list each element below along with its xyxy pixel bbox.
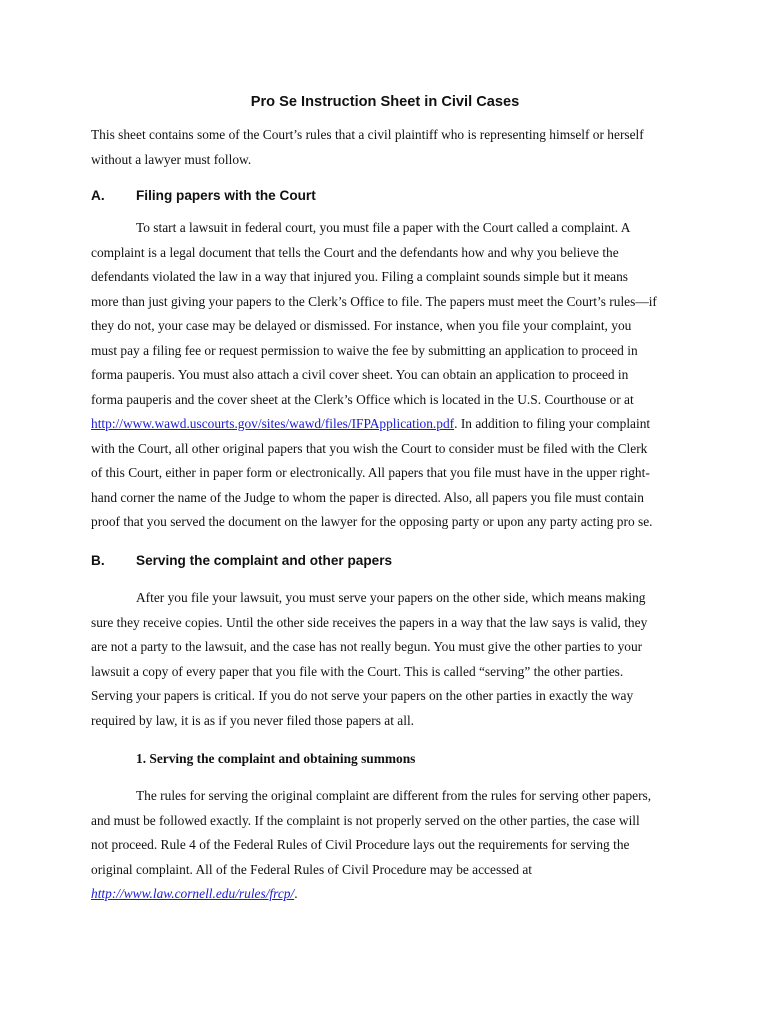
subsection-1-link-line [91,882,681,907]
section-b-title: Serving the complaint and other papers [136,553,393,568]
section-a-line: proof that you served the document on the lawyer for the opposing party or upon any party acting pro se. [91,514,653,529]
link-trailing-text: . In addition to filing your complaint [454,416,651,431]
intro-paragraph [91,123,681,172]
section-a-line: forma pauperis. You must also attach a civil cover sheet. You can obtain an application to proceed in [91,367,629,382]
section-a-line: To start a lawsuit in federal court, you must file a paper with the Court called a complaint. A [136,220,631,235]
page-title: Pro Se Instruction Sheet in Civil Cases [250,94,520,110]
intro-line: This sheet contains some of the Court’s rules that a civil plaintiff who is representing himself or herself [91,127,644,142]
section-a-line: with the Court, all other original papers that you wish the Court to consider must be filed with the Clerk [91,440,648,456]
section-a-line: of this Court, either in paper form or electronically. All papers that you file must have in the upper right- [91,465,650,480]
section-b-paragraph [91,586,681,733]
cornell-frcp-link[interactable]: http://www.law.cornell.edu/rules/frcp/ [91,886,295,901]
subsection-1-line: original complaint. All of the Federal Rules of Civil Procedure may be accessed at [91,861,533,877]
subsection-1-paragraph [91,784,681,907]
section-a-heading [91,187,681,205]
section-a-line: defendants violated the law in a way that injured you. Filing a complaint sounds simple but it means [91,269,629,284]
section-a-line: complaint is a legal document that tells the Court and the defendants how and why you believe the [91,244,619,260]
section-b-letter: B. [91,553,105,568]
ifp-application-link[interactable]: http://www.wawd.uscourts.gov/sites/wawd/files/IFPApplication.pdf [91,416,455,431]
section-a-letter: A. [91,188,105,203]
subsection-1-line: not proceed. Rule 4 of the Federal Rules of Civil Procedure lays out the requirements for serving the [91,837,630,852]
section-b-line: After you file your lawsuit, you must serve your papers on the other side, which means making [136,590,646,605]
subsection-1-line: The rules for serving the original complaint are different from the rules for serving other papers, [136,788,652,803]
section-b-line: Serving your papers is critical. If you do not serve your papers on the other parties in exactly the way [91,688,634,703]
section-b-line: lawsuit a copy of every paper that you file with the Court. This is called “serving” the other parties. [91,663,624,679]
link-trailing-text: . [294,886,298,901]
section-a-paragraph [91,216,681,535]
section-a-line: hand corner the name of the Judge to whom the paper is directed. Also, all papers you file must contain [91,489,644,505]
subsection-1-heading: 1. Serving the complaint and obtaining summons [136,751,416,766]
section-b-line: are not a party to the lawsuit, and the case has not really begun. You must give the other parties to your [91,639,643,654]
subsection-1-line: and must be followed exactly. If the complaint is not properly served on the other parties, the case will [91,812,640,828]
section-b-heading [91,552,681,570]
section-a-line: forma pauperis and the cover sheet at the Clerk’s Office which is located in the U.S. Courthouse or at [91,391,634,407]
section-a-link-line [91,412,681,437]
section-a-line: more than just giving your papers to the Clerk’s Office to file. The papers must meet the Court’s rules—if [91,293,657,309]
section-b-line: sure they receive copies. Until the other side receives the papers in a way that the law says is valid, they [91,614,648,630]
section-a-line: they do not, your case may be delayed or dismissed. For instance, when you file your complaint, you [91,318,632,333]
section-b-line: required by law, it is as if you never filed those papers at all. [91,712,415,728]
intro-line: without a lawyer must follow. [91,151,252,167]
section-a-line: must pay a filing fee or request permission to waive the fee by submitting an application to proceed in [91,342,638,358]
section-a-title: Filing papers with the Court [136,188,316,203]
